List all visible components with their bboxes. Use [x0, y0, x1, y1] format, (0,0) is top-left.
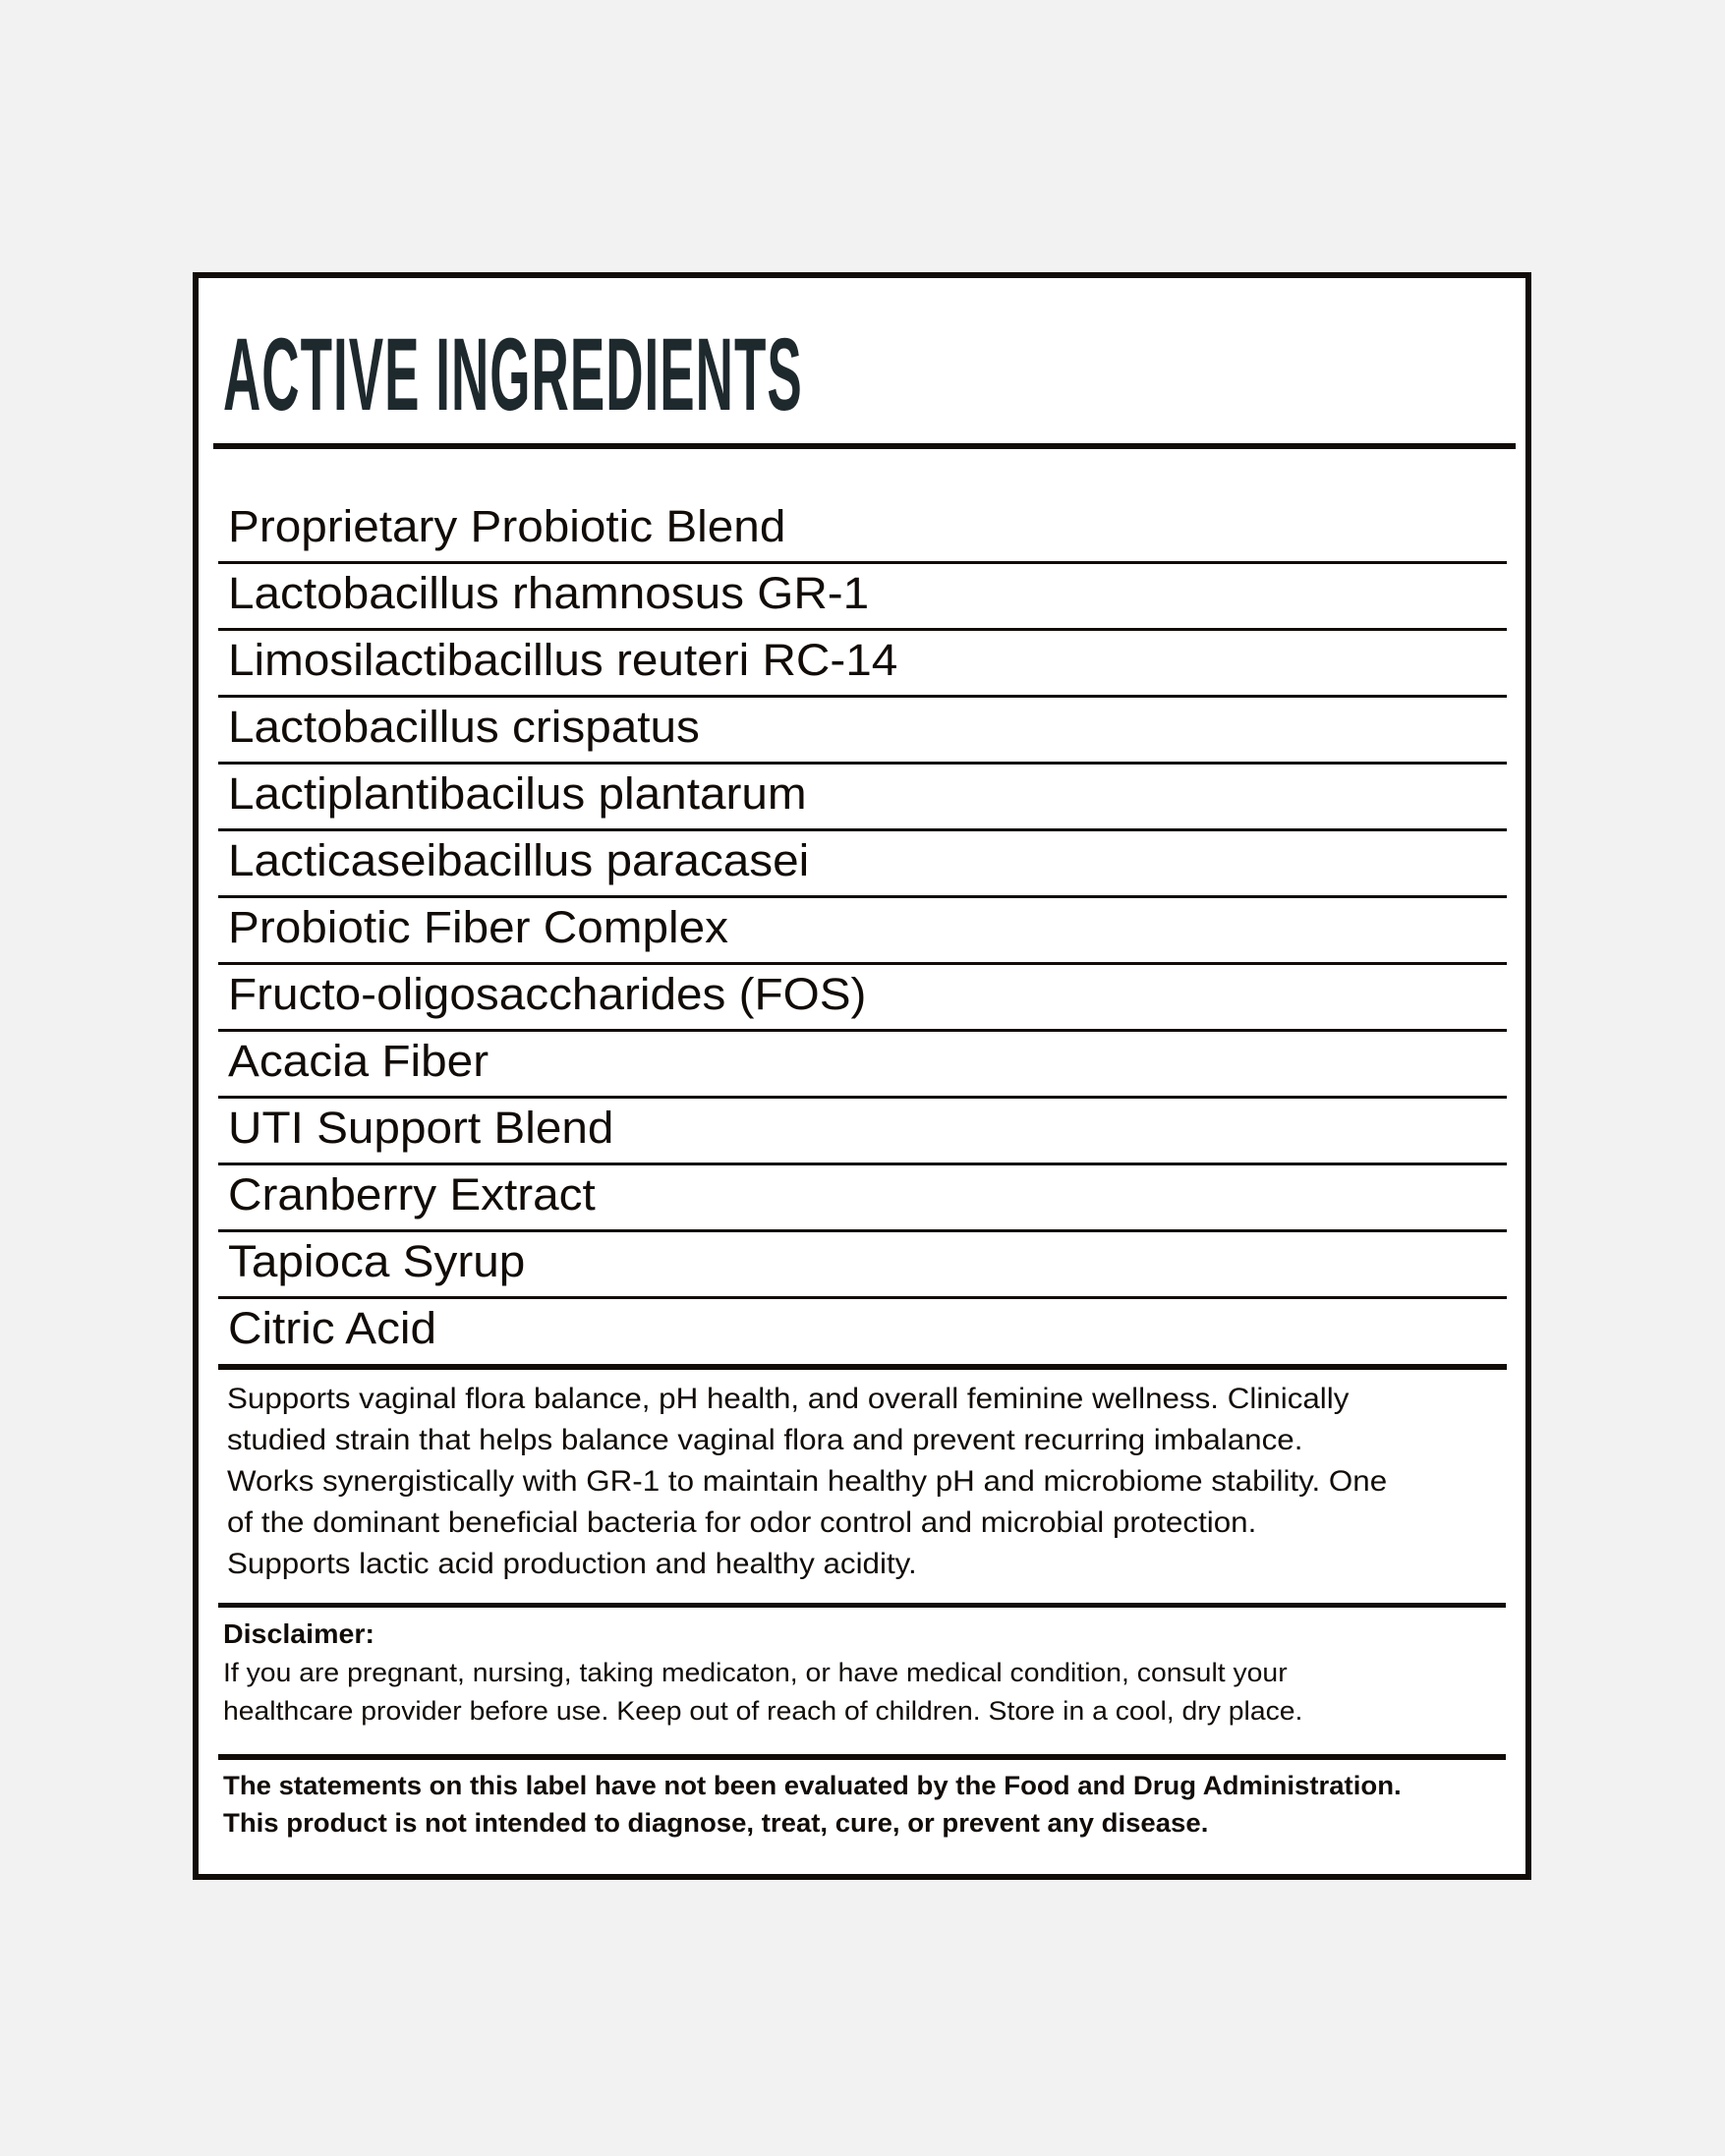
- fda-statement-line: This product is not intended to diagnose, treat, cure, or prevent any disease.: [223, 1808, 1209, 1838]
- description-line: studied strain that helps balance vaginal flora and prevent recurring imbalance.: [227, 1424, 1303, 1456]
- ingredient-row: Lactiplantibacilus plantarum: [228, 768, 807, 819]
- row-divider: [218, 962, 1507, 965]
- disclaimer-divider: [218, 1754, 1506, 1760]
- description-divider: [218, 1603, 1506, 1608]
- description-line: of the dominant beneficial bacteria for odor control and microbial protection.: [227, 1506, 1257, 1539]
- ingredient-row: Proprietary Probiotic Blend: [228, 501, 786, 551]
- description-line: Works synergistically with GR-1 to maintain healthy pH and microbiome stability. One: [227, 1465, 1388, 1498]
- ingredient-row: Lactobacillus crispatus: [228, 702, 700, 752]
- label-title: ACTIVE INGREDIENTS: [223, 317, 803, 432]
- ingredient-row: Acacia Fiber: [228, 1036, 489, 1086]
- row-divider: [218, 1163, 1507, 1165]
- ingredient-row: Probiotic Fiber Complex: [228, 902, 728, 952]
- disclaimer-heading: Disclaimer:: [223, 1618, 374, 1649]
- ingredient-row: Citric Acid: [228, 1303, 437, 1353]
- row-divider: [218, 895, 1507, 898]
- ingredient-row: UTI Support Blend: [228, 1103, 614, 1153]
- row-divider: [218, 762, 1507, 765]
- ingredient-row: Tapioca Syrup: [228, 1236, 526, 1286]
- ingredient-row: Lactobacillus rhamnosus GR-1: [228, 568, 870, 618]
- row-divider: [218, 1296, 1507, 1299]
- row-divider: [218, 1096, 1507, 1099]
- fda-statement-line: The statements on this label have not been evaluated by the Food and Drug Administration.: [223, 1771, 1402, 1800]
- row-divider: [218, 561, 1507, 564]
- ingredients-end-divider: [218, 1364, 1507, 1370]
- title-divider: [213, 443, 1516, 449]
- ingredient-row: Fructo-oligosaccharides (FOS): [228, 969, 867, 1019]
- row-divider: [218, 1029, 1507, 1032]
- description-line: Supports lactic acid production and healthy acidity.: [227, 1548, 917, 1580]
- row-divider: [218, 628, 1507, 631]
- description-line: Supports vaginal flora balance, pH health, and overall feminine wellness. Clinically: [227, 1383, 1350, 1415]
- ingredient-row: Cranberry Extract: [228, 1169, 596, 1220]
- ingredient-row: Lacticaseibacillus paracasei: [228, 835, 810, 885]
- ingredient-row: Limosilactibacillus reuteri RC-14: [228, 635, 898, 685]
- row-divider: [218, 828, 1507, 831]
- disclaimer-line: healthcare provider before use. Keep out of reach of children. Store in a cool, dry place.: [223, 1696, 1303, 1726]
- row-divider: [218, 1229, 1507, 1232]
- disclaimer-line: If you are pregnant, nursing, taking medicaton, or have medical condition, consult your: [223, 1658, 1288, 1687]
- row-divider: [218, 695, 1507, 698]
